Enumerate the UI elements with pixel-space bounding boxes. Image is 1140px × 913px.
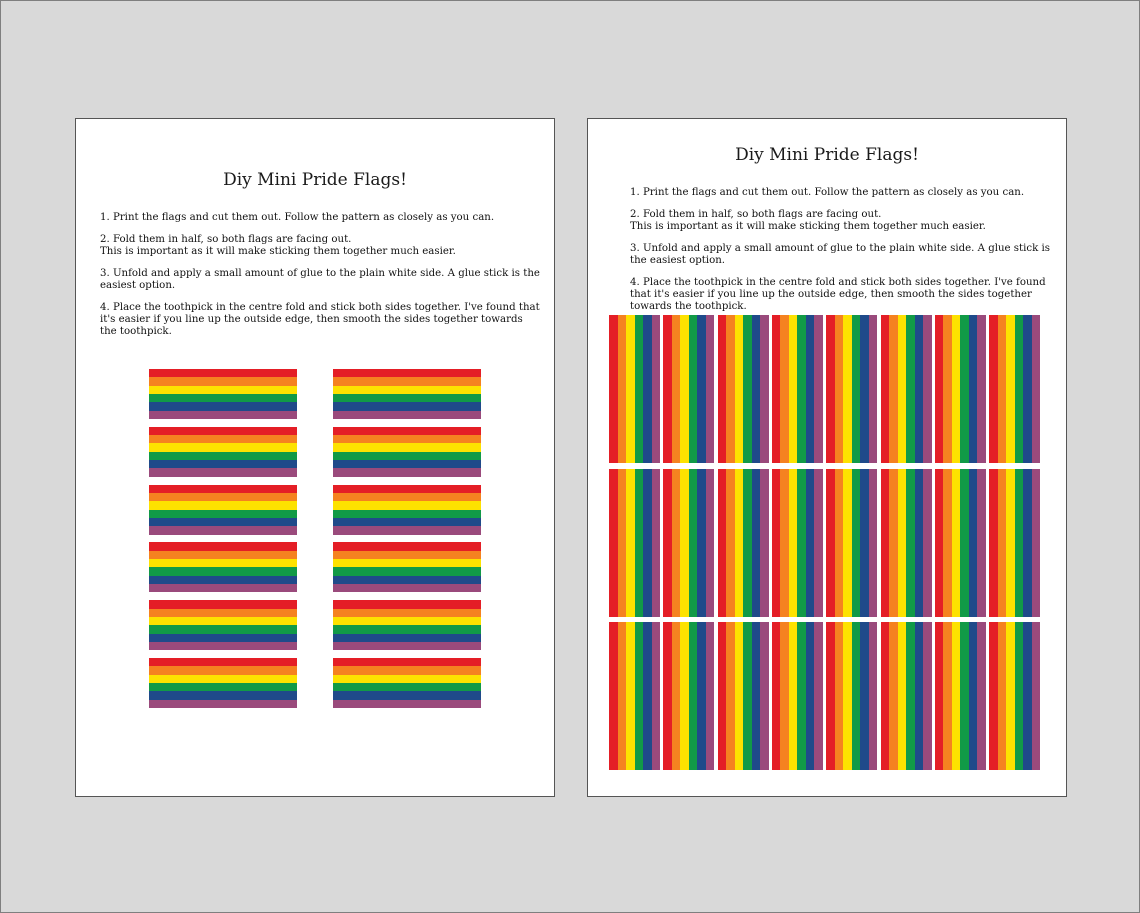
- flag-stripe-1: [718, 622, 727, 770]
- instructions: [630, 187, 1050, 323]
- vertical-flag: [826, 469, 877, 617]
- flag-stripe-2: [726, 622, 735, 770]
- flag-stripe-4: [852, 315, 861, 463]
- flag-stripe-1: [149, 542, 297, 550]
- flag-stripe-3: [333, 675, 481, 683]
- flag-stripe-3: [952, 469, 961, 617]
- flag-stripe-2: [998, 622, 1007, 770]
- flag-stripe-1: [333, 658, 481, 666]
- flag-stripe-3: [149, 386, 297, 394]
- flag-stripe-6: [652, 469, 661, 617]
- flag-stripe-4: [333, 452, 481, 460]
- flag-stripe-5: [697, 315, 706, 463]
- flag-stripe-4: [149, 452, 297, 460]
- page-horizontal-flags: [75, 118, 555, 797]
- instructions: [100, 212, 540, 348]
- vertical-flag: [935, 469, 986, 617]
- horizontal-flag: [149, 485, 297, 535]
- flag-stripe-3: [1006, 469, 1015, 617]
- flag-stripe-4: [852, 469, 861, 617]
- flag-stripe-6: [1032, 315, 1041, 463]
- step-2: [100, 234, 540, 258]
- flag-stripe-6: [333, 642, 481, 650]
- step-3: 3. Unfold and apply a small amount of glue to the plain white side. A glue stick is the easiest option.: [630, 243, 1050, 266]
- horizontal-flag: [333, 427, 481, 477]
- flag-stripe-3: [333, 386, 481, 394]
- flag-stripe-5: [752, 315, 761, 463]
- flag-stripe-1: [149, 369, 297, 377]
- flag-stripe-6: [760, 315, 769, 463]
- flag-stripe-4: [797, 469, 806, 617]
- flag-stripe-4: [635, 622, 644, 770]
- flag-stripe-1: [609, 469, 618, 617]
- flag-stripe-6: [977, 622, 986, 770]
- flag-stripe-3: [898, 622, 907, 770]
- flag-stripe-2: [780, 622, 789, 770]
- flag-stripe-6: [814, 315, 823, 463]
- flag-stripe-2: [333, 609, 481, 617]
- flag-stripe-5: [1023, 315, 1032, 463]
- flag-stripe-3: [789, 469, 798, 617]
- flag-stripe-5: [149, 634, 297, 642]
- flag-stripe-1: [149, 600, 297, 608]
- vertical-flag: [663, 622, 714, 770]
- flag-stripe-4: [333, 510, 481, 518]
- flag-stripe-1: [772, 315, 781, 463]
- flag-stripe-2: [149, 435, 297, 443]
- flag-stripe-6: [1032, 622, 1041, 770]
- flag-stripe-2: [333, 551, 481, 559]
- flag-stripe-4: [333, 683, 481, 691]
- vertical-flag: [609, 622, 660, 770]
- flag-stripe-1: [149, 485, 297, 493]
- flag-stripe-2: [672, 469, 681, 617]
- flag-stripe-3: [333, 501, 481, 509]
- flag-stripe-6: [333, 526, 481, 534]
- flag-stripe-5: [643, 622, 652, 770]
- flag-stripe-4: [333, 625, 481, 633]
- flag-stripe-2: [998, 469, 1007, 617]
- flag-stripe-1: [149, 427, 297, 435]
- flag-stripe-4: [1015, 469, 1024, 617]
- flag-stripe-3: [735, 315, 744, 463]
- flag-stripe-2: [149, 493, 297, 501]
- flag-stripe-2: [333, 377, 481, 385]
- flag-stripe-4: [1015, 622, 1024, 770]
- flag-stripe-2: [943, 315, 952, 463]
- flag-stripe-4: [689, 469, 698, 617]
- flag-stripe-4: [906, 469, 915, 617]
- flag-stripe-1: [149, 658, 297, 666]
- flag-stripe-2: [835, 315, 844, 463]
- page-title: Diy Mini Pride Flags!: [735, 145, 919, 165]
- flag-stripe-6: [149, 526, 297, 534]
- flag-stripe-5: [333, 634, 481, 642]
- flag-stripe-4: [149, 625, 297, 633]
- vertical-flag: [718, 622, 769, 770]
- flag-stripe-2: [889, 622, 898, 770]
- horizontal-flag: [333, 542, 481, 592]
- flag-stripe-4: [333, 394, 481, 402]
- flag-stripe-3: [952, 315, 961, 463]
- flag-stripe-1: [609, 622, 618, 770]
- flag-stripe-3: [1006, 622, 1015, 770]
- flag-stripe-5: [333, 460, 481, 468]
- flag-stripe-1: [935, 315, 944, 463]
- flag-stripe-6: [652, 622, 661, 770]
- flag-stripe-6: [869, 622, 878, 770]
- flag-stripe-1: [333, 600, 481, 608]
- flag-stripe-3: [626, 315, 635, 463]
- flag-stripe-4: [960, 315, 969, 463]
- flag-stripe-6: [149, 584, 297, 592]
- flag-stripe-5: [149, 691, 297, 699]
- flag-stripe-5: [697, 469, 706, 617]
- flag-stripe-5: [333, 576, 481, 584]
- flag-stripe-5: [333, 402, 481, 410]
- flag-stripe-6: [814, 469, 823, 617]
- flag-stripe-1: [663, 315, 672, 463]
- flag-stripe-4: [689, 315, 698, 463]
- flag-stripe-4: [797, 622, 806, 770]
- vertical-flag: [772, 315, 823, 463]
- flag-stripe-6: [977, 315, 986, 463]
- flag-stripe-5: [643, 315, 652, 463]
- flag-stripe-2: [889, 469, 898, 617]
- flag-stripe-6: [149, 411, 297, 419]
- flag-stripe-5: [915, 315, 924, 463]
- vertical-flag: [772, 469, 823, 617]
- flag-stripe-6: [923, 315, 932, 463]
- flag-stripe-1: [826, 469, 835, 617]
- flag-stripe-6: [149, 700, 297, 708]
- flag-stripe-1: [935, 622, 944, 770]
- page-title: Diy Mini Pride Flags!: [223, 170, 407, 190]
- flag-stripe-6: [706, 315, 715, 463]
- flag-stripe-1: [663, 622, 672, 770]
- horizontal-flag: [149, 658, 297, 708]
- flag-stripe-1: [772, 469, 781, 617]
- flag-stripe-5: [697, 622, 706, 770]
- step-2-line-1: 2. Fold them in half, so both flags are facing out.: [630, 209, 882, 220]
- flag-stripe-6: [149, 468, 297, 476]
- flag-stripe-2: [780, 315, 789, 463]
- flag-stripe-2: [618, 622, 627, 770]
- flag-stripe-2: [726, 315, 735, 463]
- flag-stripe-2: [149, 377, 297, 385]
- flag-stripe-2: [149, 609, 297, 617]
- flag-stripe-4: [906, 622, 915, 770]
- flag-stripe-4: [149, 394, 297, 402]
- flag-stripe-4: [1015, 315, 1024, 463]
- flag-stripe-2: [943, 622, 952, 770]
- flag-stripe-1: [881, 315, 890, 463]
- horizontal-flag: [333, 369, 481, 419]
- flag-stripe-4: [743, 315, 752, 463]
- flag-stripe-4: [689, 622, 698, 770]
- flag-stripe-3: [680, 469, 689, 617]
- vertical-flag: [609, 469, 660, 617]
- flag-stripe-6: [333, 411, 481, 419]
- flag-stripe-1: [881, 622, 890, 770]
- step-2-line-1: 2. Fold them in half, so both flags are facing out.: [100, 234, 352, 245]
- flag-stripe-1: [989, 469, 998, 617]
- flag-stripe-3: [149, 443, 297, 451]
- flag-stripe-3: [898, 469, 907, 617]
- flag-stripe-2: [333, 435, 481, 443]
- flag-stripe-1: [333, 369, 481, 377]
- flag-stripe-5: [915, 469, 924, 617]
- flag-stripe-5: [915, 622, 924, 770]
- flag-stripe-6: [333, 584, 481, 592]
- vertical-flag: [718, 315, 769, 463]
- flag-stripe-2: [618, 315, 627, 463]
- flag-stripe-2: [835, 622, 844, 770]
- flag-stripe-1: [772, 622, 781, 770]
- flag-stripe-5: [1023, 622, 1032, 770]
- flag-stripe-4: [960, 622, 969, 770]
- horizontal-flag-sheet: [149, 369, 482, 709]
- flag-stripe-3: [149, 617, 297, 625]
- flag-stripe-2: [780, 469, 789, 617]
- flag-stripe-3: [680, 622, 689, 770]
- flag-stripe-5: [752, 469, 761, 617]
- vertical-flag: [989, 622, 1040, 770]
- flag-stripe-6: [814, 622, 823, 770]
- flag-stripe-3: [843, 622, 852, 770]
- flag-stripe-1: [663, 469, 672, 617]
- step-1: 1. Print the flags and cut them out. Follow the pattern as closely as you can.: [630, 187, 1025, 198]
- flag-stripe-5: [149, 402, 297, 410]
- flag-stripe-5: [333, 518, 481, 526]
- flag-stripe-1: [333, 542, 481, 550]
- vertical-flag: [881, 315, 932, 463]
- flag-stripe-5: [1023, 469, 1032, 617]
- vertical-flag: [989, 469, 1040, 617]
- flag-stripe-6: [760, 469, 769, 617]
- flag-stripe-2: [998, 315, 1007, 463]
- flag-stripe-5: [969, 469, 978, 617]
- flag-stripe-3: [1006, 315, 1015, 463]
- step-2-line-2: This is important as it will make sticking them together much easier.: [630, 221, 986, 232]
- flag-stripe-4: [635, 469, 644, 617]
- flag-stripe-1: [333, 485, 481, 493]
- flag-stripe-1: [718, 315, 727, 463]
- horizontal-flag: [149, 369, 297, 419]
- flag-stripe-6: [1032, 469, 1041, 617]
- horizontal-flag: [149, 600, 297, 650]
- flag-stripe-3: [735, 469, 744, 617]
- flag-stripe-5: [149, 576, 297, 584]
- flag-stripe-5: [969, 315, 978, 463]
- flag-stripe-4: [743, 622, 752, 770]
- vertical-flag: [663, 469, 714, 617]
- flag-stripe-4: [960, 469, 969, 617]
- horizontal-flag: [149, 427, 297, 477]
- flag-stripe-5: [860, 469, 869, 617]
- flag-stripe-6: [869, 315, 878, 463]
- flag-stripe-3: [333, 443, 481, 451]
- vertical-flag: [826, 622, 877, 770]
- horizontal-flag: [149, 542, 297, 592]
- flag-stripe-5: [806, 315, 815, 463]
- flag-stripe-4: [149, 683, 297, 691]
- step-4: 4. Place the toothpick in the centre fold and stick both sides together. I've found that it's easier if you line up the outside edge, then smooth the sides together towards the toothpick.: [630, 277, 1046, 312]
- vertical-flag: [609, 315, 660, 463]
- flag-stripe-6: [977, 469, 986, 617]
- flag-stripe-5: [969, 622, 978, 770]
- vertical-flag: [881, 622, 932, 770]
- step-2: [630, 209, 1050, 233]
- flag-stripe-3: [333, 617, 481, 625]
- flag-stripe-4: [743, 469, 752, 617]
- flag-stripe-1: [989, 622, 998, 770]
- flag-stripe-1: [935, 469, 944, 617]
- vertical-flag-sheet: [609, 315, 1041, 771]
- flag-stripe-4: [635, 315, 644, 463]
- page-vertical-flags: [587, 118, 1067, 797]
- flag-stripe-6: [923, 622, 932, 770]
- flag-stripe-5: [333, 691, 481, 699]
- flag-stripe-3: [626, 469, 635, 617]
- flag-stripe-5: [149, 460, 297, 468]
- flag-stripe-4: [906, 315, 915, 463]
- vertical-flag: [935, 622, 986, 770]
- vertical-flag: [718, 469, 769, 617]
- flag-stripe-3: [735, 622, 744, 770]
- flag-stripe-2: [943, 469, 952, 617]
- flag-stripe-5: [806, 469, 815, 617]
- flag-stripe-4: [852, 622, 861, 770]
- flag-stripe-2: [672, 315, 681, 463]
- horizontal-flag: [333, 658, 481, 708]
- flag-stripe-6: [923, 469, 932, 617]
- flag-stripe-6: [333, 700, 481, 708]
- flag-stripe-1: [989, 315, 998, 463]
- flag-stripe-5: [806, 622, 815, 770]
- flag-stripe-3: [149, 559, 297, 567]
- flag-stripe-3: [898, 315, 907, 463]
- flag-stripe-2: [726, 469, 735, 617]
- horizontal-flag: [333, 600, 481, 650]
- flag-stripe-3: [333, 559, 481, 567]
- flag-stripe-1: [826, 315, 835, 463]
- vertical-flag: [881, 469, 932, 617]
- step-2-line-2: This is important as it will make sticking them together much easier.: [100, 246, 456, 257]
- flag-stripe-2: [889, 315, 898, 463]
- flag-stripe-1: [333, 427, 481, 435]
- flag-stripe-3: [680, 315, 689, 463]
- flag-stripe-3: [789, 315, 798, 463]
- flag-stripe-6: [706, 622, 715, 770]
- flag-stripe-6: [149, 642, 297, 650]
- flag-stripe-3: [149, 501, 297, 509]
- flag-stripe-2: [333, 493, 481, 501]
- flag-stripe-2: [618, 469, 627, 617]
- horizontal-flag: [333, 485, 481, 535]
- vertical-flag: [772, 622, 823, 770]
- vertical-flag: [663, 315, 714, 463]
- flag-stripe-5: [860, 315, 869, 463]
- vertical-flag: [989, 315, 1040, 463]
- flag-stripe-5: [752, 622, 761, 770]
- flag-stripe-4: [333, 567, 481, 575]
- flag-stripe-4: [797, 315, 806, 463]
- flag-stripe-4: [149, 510, 297, 518]
- flag-stripe-3: [789, 622, 798, 770]
- flag-stripe-1: [881, 469, 890, 617]
- flag-stripe-3: [952, 622, 961, 770]
- flag-stripe-6: [652, 315, 661, 463]
- step-1: 1. Print the flags and cut them out. Follow the pattern as closely as you can.: [100, 212, 495, 223]
- flag-stripe-2: [672, 622, 681, 770]
- step-4: 4. Place the toothpick in the centre fold and stick both sides together. I've found that it's easier if you line up the outside edge, then smooth the sides together towards the toothpick.: [100, 302, 540, 337]
- vertical-flag: [826, 315, 877, 463]
- flag-stripe-6: [760, 622, 769, 770]
- flag-stripe-1: [718, 469, 727, 617]
- step-3: 3. Unfold and apply a small amount of glue to the plain white side. A glue stick is the easiest option.: [100, 268, 540, 291]
- flag-stripe-2: [149, 666, 297, 674]
- flag-stripe-2: [835, 469, 844, 617]
- flag-stripe-5: [643, 469, 652, 617]
- flag-stripe-3: [626, 622, 635, 770]
- flag-stripe-6: [706, 469, 715, 617]
- flag-stripe-5: [860, 622, 869, 770]
- flag-stripe-6: [869, 469, 878, 617]
- flag-stripe-2: [149, 551, 297, 559]
- flag-stripe-3: [843, 469, 852, 617]
- flag-stripe-1: [826, 622, 835, 770]
- flag-stripe-2: [333, 666, 481, 674]
- vertical-flag: [935, 315, 986, 463]
- flag-stripe-6: [333, 468, 481, 476]
- flag-stripe-5: [149, 518, 297, 526]
- flag-stripe-3: [843, 315, 852, 463]
- flag-stripe-1: [609, 315, 618, 463]
- flag-stripe-4: [149, 567, 297, 575]
- flag-stripe-3: [149, 675, 297, 683]
